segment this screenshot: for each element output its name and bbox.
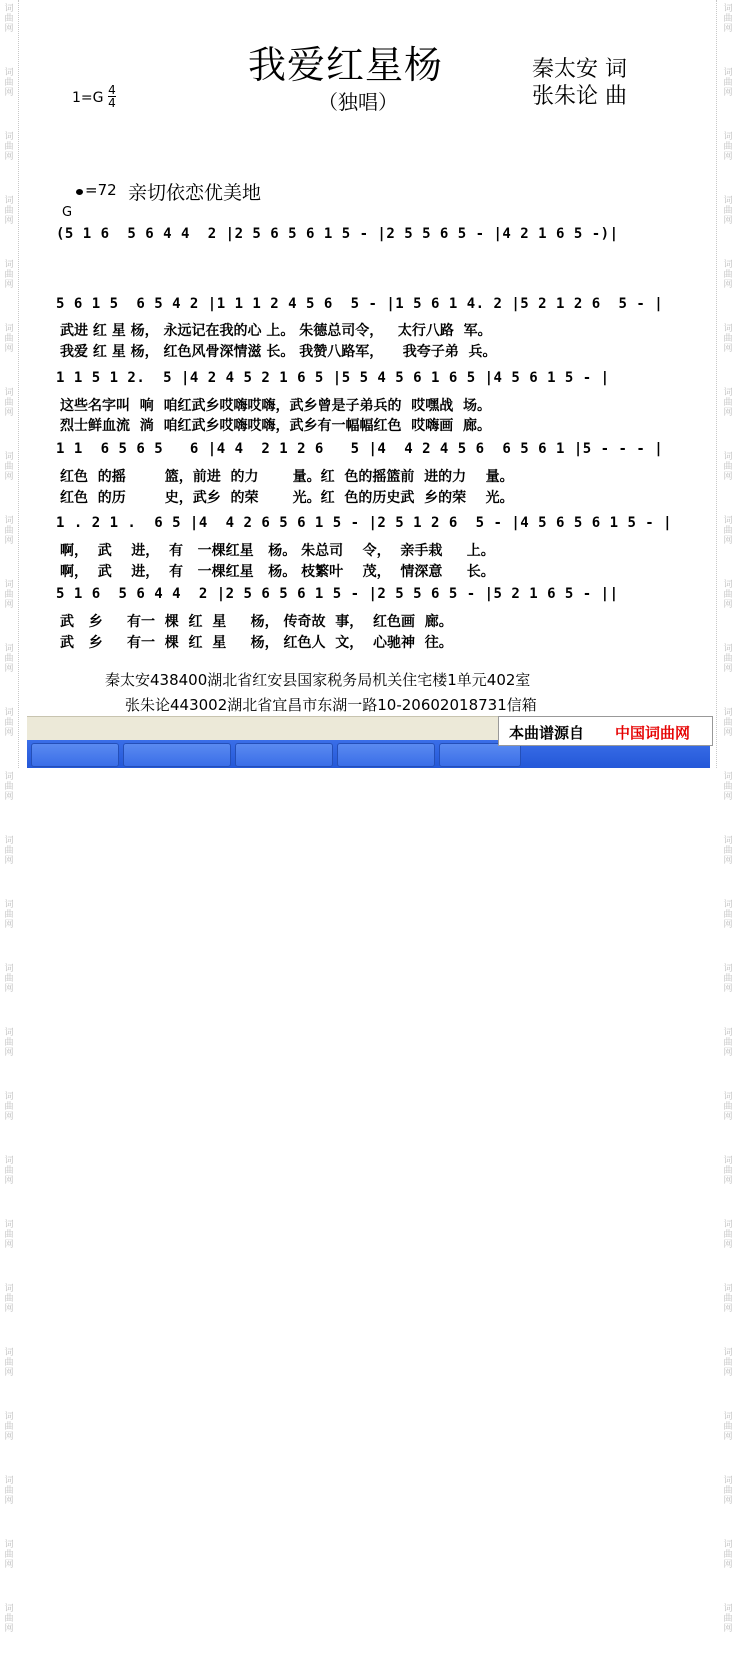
- watermark-char: 网: [723, 472, 733, 482]
- watermark-block: [721, 192, 735, 256]
- watermark-char: 词: [4, 1028, 14, 1038]
- watermark-char: 词: [723, 260, 733, 270]
- watermark-char: 曲: [4, 590, 14, 600]
- watermark-block: [721, 256, 735, 320]
- watermark-char: 曲: [723, 526, 733, 536]
- watermark-char: 词: [723, 68, 733, 78]
- watermark-char: 曲: [4, 782, 14, 792]
- watermark-block: [2, 192, 16, 256]
- watermark-block: [721, 0, 735, 64]
- watermark-block: [2, 1472, 16, 1536]
- time-signature: [108, 84, 116, 109]
- watermark-char: 词: [723, 1540, 733, 1550]
- watermark-char: 网: [723, 600, 733, 610]
- watermark-char: 网: [723, 24, 733, 34]
- watermark-block: [721, 1216, 735, 1280]
- watermark-char: 词: [4, 324, 14, 334]
- watermark-char: 网: [4, 1304, 14, 1314]
- watermark-block: [721, 1344, 735, 1408]
- source-credit-box[interactable]: [498, 716, 713, 746]
- watermark-char: 网: [723, 728, 733, 738]
- watermark-block: [2, 1600, 16, 1664]
- watermark-block: [2, 448, 16, 512]
- watermark-block: [2, 512, 16, 576]
- song-title: 我爱红星杨: [248, 43, 444, 87]
- watermark-char: 网: [723, 984, 733, 994]
- watermark-char: 曲: [4, 270, 14, 280]
- watermark-char: 词: [4, 580, 14, 590]
- watermark-char: 网: [723, 344, 733, 354]
- lyricist-credit: 秦太安 词: [532, 57, 627, 82]
- quarter-note-icon: [76, 189, 83, 195]
- watermark-char: 网: [723, 216, 733, 226]
- watermark-char: 网: [723, 920, 733, 930]
- watermark-char: 网: [4, 1496, 14, 1506]
- watermark-block: [2, 768, 16, 832]
- watermark-char: 曲: [4, 462, 14, 472]
- watermark-char: 网: [723, 1240, 733, 1250]
- watermark-char: 网: [723, 792, 733, 802]
- score-row-3-lyric-2: 红色 的历 史，武乡 的荣 光。红 色的历史武 乡的荣 光。: [60, 490, 514, 506]
- watermark-char: 曲: [4, 142, 14, 152]
- watermark-char: 网: [4, 1560, 14, 1570]
- watermark-block: [721, 1088, 735, 1152]
- watermark-char: 词: [723, 836, 733, 846]
- watermark-char: 网: [4, 1368, 14, 1378]
- watermark-char: 词: [723, 452, 733, 462]
- watermark-char: 词: [723, 516, 733, 526]
- watermark-char: 网: [723, 88, 733, 98]
- watermark-char: 曲: [4, 1358, 14, 1368]
- taskbar-button-5[interactable]: [439, 743, 521, 767]
- watermark-char: 曲: [4, 334, 14, 344]
- right-watermark-column: [721, 0, 735, 1634]
- watermark-char: 曲: [723, 1486, 733, 1496]
- composer-address: 张朱论443002湖北省宜昌市东湖一路10-20602018731信箱: [125, 696, 537, 714]
- watermark-char: 网: [723, 1112, 733, 1122]
- watermark-block: [721, 512, 735, 576]
- tempo-mark: [76, 181, 117, 199]
- taskbar-button-3[interactable]: [235, 743, 333, 767]
- watermark-block: [2, 1280, 16, 1344]
- watermark-block: [721, 448, 735, 512]
- watermark-char: 网: [4, 1432, 14, 1442]
- watermark-char: 曲: [723, 846, 733, 856]
- watermark-char: 词: [723, 196, 733, 206]
- watermark-char: 词: [4, 260, 14, 270]
- watermark-char: 词: [723, 1092, 733, 1102]
- watermark-char: 词: [723, 388, 733, 398]
- watermark-char: 词: [4, 516, 14, 526]
- watermark-char: 词: [4, 772, 14, 782]
- watermark-block: [2, 896, 16, 960]
- watermark-char: 曲: [723, 782, 733, 792]
- watermark-char: 词: [4, 1284, 14, 1294]
- watermark-char: 曲: [723, 1294, 733, 1304]
- watermark-char: 网: [723, 1048, 733, 1058]
- watermark-char: 曲: [723, 206, 733, 216]
- watermark-char: 曲: [4, 14, 14, 24]
- watermark-block: [721, 896, 735, 960]
- watermark-char: 曲: [4, 1294, 14, 1304]
- source-site-link[interactable]: 中国词曲网: [615, 724, 691, 742]
- watermark-char: 曲: [4, 846, 14, 856]
- watermark-char: 词: [4, 4, 14, 14]
- watermark-block: [721, 1408, 735, 1472]
- watermark-block: [2, 1344, 16, 1408]
- watermark-char: 网: [723, 536, 733, 546]
- score-row-2-lyric-1: 这些名字叫 响 咱红武乡哎嗨哎嗨，武乡曾是子弟兵的 哎嘿战 场。: [60, 398, 491, 414]
- watermark-char: 网: [723, 1304, 733, 1314]
- left-watermark-column: [2, 0, 16, 1634]
- watermark-char: 曲: [4, 398, 14, 408]
- watermark-char: 曲: [723, 654, 733, 664]
- watermark-char: 词: [4, 644, 14, 654]
- watermark-char: 曲: [4, 1230, 14, 1240]
- watermark-block: [721, 640, 735, 704]
- right-margin-rule: [716, 0, 717, 768]
- watermark-char: 网: [4, 1240, 14, 1250]
- watermark-char: 词: [723, 4, 733, 14]
- watermark-block: [721, 1472, 735, 1536]
- watermark-char: 词: [4, 900, 14, 910]
- watermark-char: 词: [4, 708, 14, 718]
- watermark-char: 网: [723, 1560, 733, 1570]
- watermark-block: [2, 1152, 16, 1216]
- watermark-block: [721, 1536, 735, 1600]
- score-row-3-lyric-1: 红色 的摇 篮，前进 的力 量。红 色的摇篮前 进的力 量。: [60, 469, 514, 485]
- watermark-char: 网: [4, 24, 14, 34]
- watermark-char: 曲: [723, 78, 733, 88]
- watermark-char: 曲: [723, 1358, 733, 1368]
- watermark-char: 曲: [723, 1422, 733, 1432]
- score-row-2-notes: 1 1 5 1 2. 5 |4 2 4 5 2 1 6 5 |5 5 4 5 6 1 6 5 |4 5 6 1 5 - |: [56, 370, 610, 386]
- watermark-char: 曲: [723, 718, 733, 728]
- watermark-char: 曲: [4, 1422, 14, 1432]
- watermark-char: 曲: [4, 526, 14, 536]
- watermark-block: [721, 128, 735, 192]
- watermark-block: [2, 320, 16, 384]
- watermark-char: 曲: [4, 1614, 14, 1624]
- intro-notation: (5 1 6 5 6 4 4 2 |2 5 6 5 6 1 5 - |2 5 5 6 5 - |4 2 1 6 5 -)|: [56, 226, 619, 242]
- watermark-char: 网: [723, 1624, 733, 1634]
- watermark-char: 曲: [4, 1166, 14, 1176]
- watermark-char: 词: [4, 1604, 14, 1614]
- watermark-char: 网: [4, 600, 14, 610]
- watermark-char: 网: [4, 152, 14, 162]
- watermark-char: 网: [723, 856, 733, 866]
- watermark-char: 网: [4, 1048, 14, 1058]
- watermark-char: 曲: [4, 974, 14, 984]
- watermark-char: 曲: [723, 270, 733, 280]
- watermark-char: 词: [4, 1092, 14, 1102]
- score-row-3-notes: 1 1 6 5 6 5 6 |4 4 2 1 2 6 5 |4 4 2 4 5 6 6 5 6 1 |5 - - - |: [56, 441, 664, 457]
- key-signature: 1=G: [72, 90, 104, 106]
- watermark-char: 网: [4, 664, 14, 674]
- watermark-char: 曲: [4, 1550, 14, 1560]
- watermark-char: 曲: [4, 654, 14, 664]
- watermark-char: 词: [4, 452, 14, 462]
- watermark-char: 曲: [4, 1102, 14, 1112]
- watermark-block: [721, 384, 735, 448]
- watermark-char: 词: [4, 1412, 14, 1422]
- taskbar-button-1[interactable]: [31, 743, 119, 767]
- watermark-char: 词: [723, 324, 733, 334]
- watermark-char: 网: [4, 1112, 14, 1122]
- watermark-char: 曲: [723, 334, 733, 344]
- watermark-char: 网: [4, 984, 14, 994]
- watermark-char: 网: [723, 280, 733, 290]
- watermark-char: 网: [4, 536, 14, 546]
- watermark-block: [2, 1088, 16, 1152]
- score-row-4-lyric-2: 啊， 武 进， 有 一棵红星 杨。 枝繁叶 茂， 情深意 长。: [60, 564, 495, 580]
- watermark-char: 网: [723, 1496, 733, 1506]
- watermark-char: 词: [4, 1476, 14, 1486]
- score-row-4-lyric-1: 啊， 武 进， 有 一棵红星 杨。 朱总司 令， 亲手栽 上。: [60, 543, 495, 559]
- watermark-char: 曲: [723, 14, 733, 24]
- watermark-char: 词: [4, 964, 14, 974]
- watermark-char: 曲: [723, 1166, 733, 1176]
- watermark-char: 词: [723, 132, 733, 142]
- watermark-char: 词: [723, 900, 733, 910]
- watermark-block: [721, 576, 735, 640]
- watermark-char: 曲: [723, 142, 733, 152]
- watermark-block: [2, 960, 16, 1024]
- watermark-char: 曲: [723, 974, 733, 984]
- watermark-char: 网: [4, 728, 14, 738]
- watermark-char: 曲: [723, 1614, 733, 1624]
- watermark-char: 网: [4, 280, 14, 290]
- watermark-block: [2, 0, 16, 64]
- watermark-block: [2, 576, 16, 640]
- watermark-char: 词: [723, 1156, 733, 1166]
- watermark-char: 网: [723, 664, 733, 674]
- watermark-block: [721, 1280, 735, 1344]
- watermark-char: 词: [4, 68, 14, 78]
- watermark-char: 词: [723, 1348, 733, 1358]
- lyricist-address: 秦太安438400湖北省红安县国家税务局机关住宅楼1单元402室: [105, 671, 531, 689]
- watermark-char: 网: [4, 88, 14, 98]
- watermark-char: 网: [723, 1368, 733, 1378]
- watermark-block: [2, 1408, 16, 1472]
- watermark-char: 词: [723, 1604, 733, 1614]
- watermark-char: 网: [4, 344, 14, 354]
- watermark-char: 网: [723, 1176, 733, 1186]
- watermark-char: 词: [723, 1412, 733, 1422]
- watermark-block: [2, 704, 16, 768]
- watermark-char: 词: [4, 388, 14, 398]
- watermark-char: 词: [4, 132, 14, 142]
- watermark-char: 网: [4, 792, 14, 802]
- watermark-block: [721, 320, 735, 384]
- watermark-char: 词: [723, 1220, 733, 1230]
- watermark-char: 网: [4, 920, 14, 930]
- watermark-char: 网: [4, 856, 14, 866]
- score-row-1-notes: 5 6 1 5 6 5 4 2 |1 1 1 2 4 5 6 5 - |1 5 6 1 4. 2 |5 2 1 2 6 5 - |: [56, 296, 664, 312]
- watermark-char: 曲: [723, 1550, 733, 1560]
- watermark-char: 网: [723, 152, 733, 162]
- watermark-char: 词: [4, 1220, 14, 1230]
- chord-symbol: G: [62, 205, 73, 220]
- watermark-char: 网: [4, 216, 14, 226]
- watermark-char: 网: [723, 408, 733, 418]
- watermark-block: [2, 832, 16, 896]
- score-row-1-lyric-2: 我爱 红 星 杨， 红色风骨深情滋 长。 我赞八路军， 我夸子弟 兵。: [60, 344, 497, 360]
- watermark-char: 曲: [723, 910, 733, 920]
- watermark-char: 词: [4, 1540, 14, 1550]
- watermark-char: 曲: [723, 1230, 733, 1240]
- watermark-text-stack-right: [721, 0, 735, 1664]
- composer-credit: 张朱论 曲: [532, 84, 627, 109]
- watermark-char: 词: [723, 708, 733, 718]
- watermark-block: [2, 256, 16, 320]
- watermark-char: 词: [723, 964, 733, 974]
- watermark-char: 词: [4, 836, 14, 846]
- watermark-block: [2, 640, 16, 704]
- watermark-char: 词: [4, 196, 14, 206]
- watermark-text-stack-left: [2, 0, 16, 1664]
- watermark-char: 词: [723, 1284, 733, 1294]
- score-row-5-lyric-1: 武 乡 有一 棵 红 星 杨， 传奇故 事， 红色画 廊。: [60, 614, 453, 630]
- watermark-char: 网: [4, 472, 14, 482]
- watermark-char: 词: [4, 1348, 14, 1358]
- score-row-1-lyric-1: 武进 红 星 杨， 永远记在我的心 上。 朱德总司令， 太行八路 军。: [60, 323, 492, 339]
- watermark-block: [721, 704, 735, 768]
- watermark-char: 词: [723, 644, 733, 654]
- source-label: 本曲谱源自: [509, 724, 585, 742]
- watermark-char: 曲: [723, 398, 733, 408]
- watermark-char: 词: [4, 1156, 14, 1166]
- watermark-block: [2, 384, 16, 448]
- time-signature-bottom: 4: [108, 96, 116, 110]
- watermark-char: 网: [4, 1176, 14, 1186]
- watermark-block: [721, 768, 735, 832]
- watermark-block: [721, 1024, 735, 1088]
- watermark-char: 词: [723, 772, 733, 782]
- watermark-block: [2, 1536, 16, 1600]
- expression-mark: 亲切依恋优美地: [128, 182, 262, 204]
- watermark-block: [2, 1216, 16, 1280]
- watermark-char: 曲: [723, 590, 733, 600]
- taskbar-button-4[interactable]: [337, 743, 435, 767]
- watermark-block: [721, 64, 735, 128]
- watermark-block: [2, 64, 16, 128]
- watermark-char: 网: [723, 1432, 733, 1442]
- left-margin-rule: [18, 0, 19, 768]
- score-row-2-lyric-2: 烈士鲜血流 淌 咱红武乡哎嗨哎嗨，武乡有一幅幅红色 哎嗨画 廊。: [60, 418, 491, 434]
- watermark-block: [721, 1600, 735, 1664]
- watermark-char: 曲: [4, 1038, 14, 1048]
- tempo-value: =72: [85, 181, 117, 199]
- watermark-block: [2, 1024, 16, 1088]
- score-row-4-notes: 1 . 2 1 . 6 5 |4 4 2 6 5 6 1 5 - |2 5 1 2 6 5 - |4 5 6 5 6 1 5 - |: [56, 515, 673, 531]
- time-signature-top: 4: [108, 83, 116, 97]
- watermark-char: 网: [4, 1624, 14, 1634]
- watermark-char: 曲: [4, 910, 14, 920]
- watermark-char: 曲: [4, 206, 14, 216]
- watermark-char: 曲: [4, 1486, 14, 1496]
- watermark-char: 曲: [4, 718, 14, 728]
- watermark-block: [2, 128, 16, 192]
- watermark-block: [721, 832, 735, 896]
- score-row-5-lyric-2: 武 乡 有一 棵 红 星 杨， 红色人 文， 心驰神 往。: [60, 635, 453, 651]
- watermark-block: [721, 1152, 735, 1216]
- watermark-char: 曲: [723, 1102, 733, 1112]
- song-subtitle: （独唱）: [318, 90, 398, 114]
- watermark-char: 词: [723, 1028, 733, 1038]
- watermark-char: 网: [4, 408, 14, 418]
- score-row-5-notes: 5 1 6 5 6 4 4 2 |2 5 6 5 6 1 5 - |2 5 5 6 5 - |5 2 1 6 5 - ||: [56, 586, 619, 602]
- watermark-char: 词: [723, 580, 733, 590]
- watermark-char: 曲: [723, 1038, 733, 1048]
- watermark-char: 曲: [723, 462, 733, 472]
- watermark-block: [721, 960, 735, 1024]
- watermark-char: 词: [723, 1476, 733, 1486]
- watermark-char: 曲: [4, 78, 14, 88]
- taskbar-button-2[interactable]: [123, 743, 231, 767]
